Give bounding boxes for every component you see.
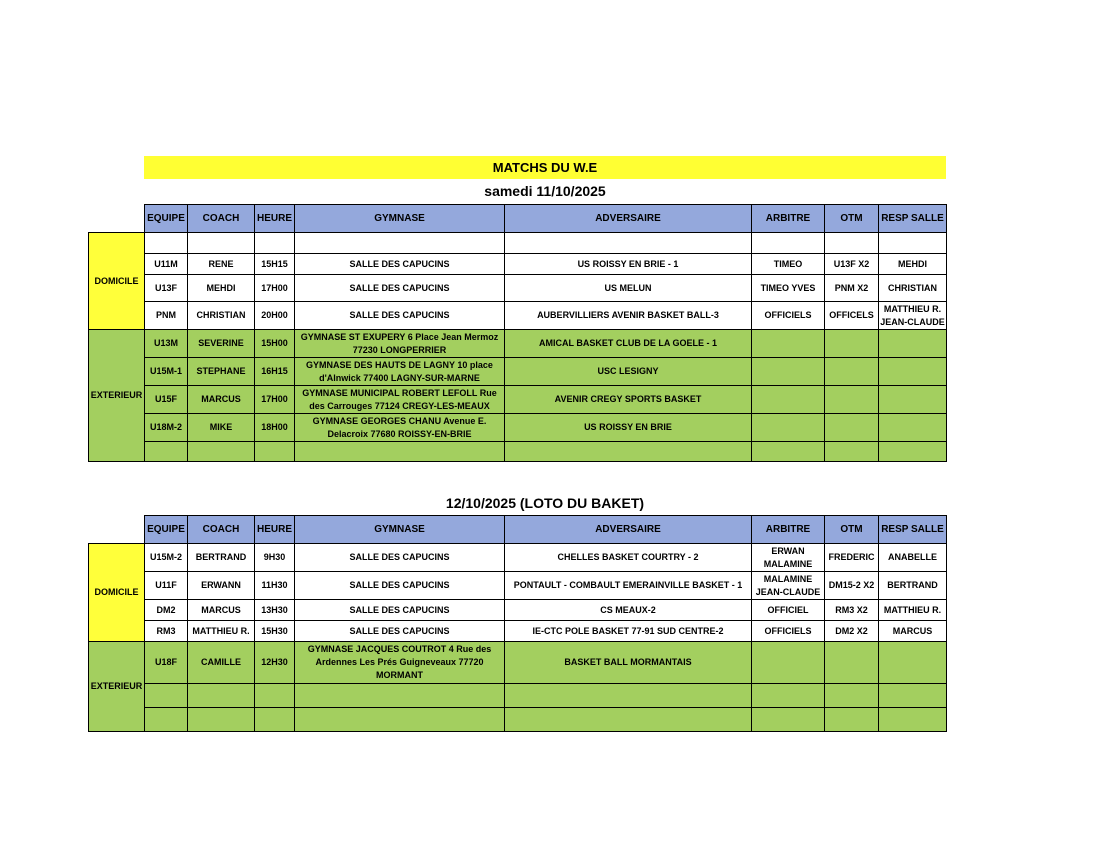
group-label-domicile: DOMICILE xyxy=(89,544,145,642)
cell-equipe: PNM xyxy=(145,302,188,330)
table-row xyxy=(89,642,947,684)
cell-otm xyxy=(825,684,879,708)
cell-otm xyxy=(825,386,879,414)
header-row xyxy=(89,205,947,233)
cell-resp-salle: MEHDI xyxy=(879,254,947,275)
header-blank xyxy=(89,516,145,544)
cell-gymnase: SALLE DES CAPUCINS xyxy=(295,621,505,642)
cell-resp-salle xyxy=(879,684,947,708)
cell-coach xyxy=(188,708,255,732)
cell-heure: 17H00 xyxy=(255,275,295,302)
cell-resp-salle xyxy=(879,358,947,386)
cell-otm: PNM X2 xyxy=(825,275,879,302)
cell-heure: 15H30 xyxy=(255,621,295,642)
cell-adversaire: PONTAULT - COMBAULT EMERAINVILLE BASKET - 1 xyxy=(505,572,752,600)
cell-heure: 15H00 xyxy=(255,330,295,358)
cell-equipe: U18M-2 xyxy=(145,414,188,442)
cell-equipe xyxy=(145,684,188,708)
cell-equipe: U11M xyxy=(145,254,188,275)
cell-adversaire: AMICAL BASKET CLUB DE LA GOELE - 1 xyxy=(505,330,752,358)
cell-adversaire: CS MEAUX-2 xyxy=(505,600,752,621)
cell-resp-salle xyxy=(879,233,947,254)
cell-arbitre: OFFICIEL xyxy=(752,600,825,621)
cell-gymnase: SALLE DES CAPUCINS xyxy=(295,302,505,330)
header-coach: COACH xyxy=(188,205,255,233)
header-otm: OTM xyxy=(825,205,879,233)
table-row xyxy=(89,572,947,600)
cell-equipe: RM3 xyxy=(145,621,188,642)
cell-equipe xyxy=(145,442,188,462)
cell-otm: FREDERIC xyxy=(825,544,879,572)
cell-coach: CHRISTIAN xyxy=(188,302,255,330)
cell-coach: ERWANN xyxy=(188,572,255,600)
cell-equipe: U18F xyxy=(145,642,188,684)
cell-otm: DM15-2 X2 xyxy=(825,572,879,600)
day-title-sunday: 12/10/2025 (LOTO DU BAKET) xyxy=(445,495,645,511)
cell-heure: 12H30 xyxy=(255,642,295,684)
cell-otm xyxy=(825,358,879,386)
cell-resp-salle: MATTHIEU R. JEAN-CLAUDE xyxy=(879,302,947,330)
cell-equipe: U15F xyxy=(145,386,188,414)
cell-heure: 11H30 xyxy=(255,572,295,600)
cell-arbitre xyxy=(752,442,825,462)
table-row xyxy=(89,275,947,302)
cell-heure xyxy=(255,684,295,708)
cell-arbitre xyxy=(752,233,825,254)
header-equipe: EQUIPE xyxy=(145,205,188,233)
cell-resp-salle xyxy=(879,642,947,684)
cell-otm: U13F X2 xyxy=(825,254,879,275)
cell-gymnase: SALLE DES CAPUCINS xyxy=(295,275,505,302)
cell-adversaire: USC LESIGNY xyxy=(505,358,752,386)
cell-resp-salle xyxy=(879,708,947,732)
header-equipe: EQUIPE xyxy=(145,516,188,544)
cell-heure: 9H30 xyxy=(255,544,295,572)
schedule-table-saturday xyxy=(88,204,947,462)
cell-heure xyxy=(255,708,295,732)
header-otm: OTM xyxy=(825,516,879,544)
group-label-domicile: DOMICILE xyxy=(89,233,145,330)
cell-arbitre: OFFICIELS xyxy=(752,302,825,330)
cell-equipe: DM2 xyxy=(145,600,188,621)
cell-gymnase xyxy=(295,684,505,708)
schedule-table-sunday xyxy=(88,515,947,732)
table-row xyxy=(89,621,947,642)
cell-otm: DM2 X2 xyxy=(825,621,879,642)
header-coach: COACH xyxy=(188,516,255,544)
cell-coach xyxy=(188,233,255,254)
cell-gymnase: SALLE DES CAPUCINS xyxy=(295,572,505,600)
cell-arbitre xyxy=(752,414,825,442)
table-row xyxy=(89,302,947,330)
cell-coach: RENE xyxy=(188,254,255,275)
table-row xyxy=(89,684,947,708)
table-row xyxy=(89,358,947,386)
cell-adversaire: AUBERVILLIERS AVENIR BASKET BALL-3 xyxy=(505,302,752,330)
day-title-saturday: samedi 11/10/2025 xyxy=(484,183,606,199)
cell-arbitre xyxy=(752,358,825,386)
table-row xyxy=(89,600,947,621)
cell-equipe: U11F xyxy=(145,572,188,600)
cell-resp-salle xyxy=(879,414,947,442)
cell-adversaire: AVENIR CREGY SPORTS BASKET xyxy=(505,386,752,414)
cell-heure: 13H30 xyxy=(255,600,295,621)
header-resp-salle: RESP SALLE xyxy=(879,205,947,233)
cell-equipe xyxy=(145,708,188,732)
cell-gymnase xyxy=(295,233,505,254)
cell-arbitre xyxy=(752,386,825,414)
header-arbitre: ARBITRE xyxy=(752,516,825,544)
cell-equipe: U13M xyxy=(145,330,188,358)
cell-equipe: U15M-2 xyxy=(145,544,188,572)
cell-coach: STEPHANE xyxy=(188,358,255,386)
cell-arbitre xyxy=(752,330,825,358)
cell-otm: OFFICELS xyxy=(825,302,879,330)
cell-gymnase xyxy=(295,708,505,732)
table-row xyxy=(89,386,947,414)
cell-gymnase: GYMNASE JACQUES COUTROT 4 Rue des Ardennes Les Prés Guigneveaux 77720 MORMANT xyxy=(295,642,505,684)
cell-coach: SEVERINE xyxy=(188,330,255,358)
header-resp-salle: RESP SALLE xyxy=(879,516,947,544)
cell-coach: MIKE xyxy=(188,414,255,442)
header-gymnase: GYMNASE xyxy=(295,516,505,544)
cell-coach xyxy=(188,684,255,708)
cell-arbitre xyxy=(752,642,825,684)
cell-coach: MATTHIEU R. xyxy=(188,621,255,642)
group-label-exterieur: EXTERIEUR xyxy=(89,330,145,462)
cell-coach xyxy=(188,442,255,462)
cell-coach: MARCUS xyxy=(188,386,255,414)
cell-gymnase: GYMNASE GEORGES CHANU Avenue E. Delacroix 77680 ROISSY-EN-BRIE xyxy=(295,414,505,442)
cell-otm xyxy=(825,442,879,462)
header-adversaire: ADVERSAIRE xyxy=(505,516,752,544)
group-label-exterieur: EXTERIEUR xyxy=(89,642,145,732)
header-gymnase: GYMNASE xyxy=(295,205,505,233)
header-heure: HEURE xyxy=(255,516,295,544)
table-row xyxy=(89,708,947,732)
table-row xyxy=(89,233,947,254)
cell-resp-salle: CHRISTIAN xyxy=(879,275,947,302)
cell-resp-salle xyxy=(879,386,947,414)
cell-coach: BERTRAND xyxy=(188,544,255,572)
cell-resp-salle: ANABELLE xyxy=(879,544,947,572)
table-row xyxy=(89,442,947,462)
cell-otm xyxy=(825,708,879,732)
cell-arbitre: TIMEO YVES xyxy=(752,275,825,302)
cell-gymnase: GYMNASE DES HAUTS DE LAGNY 10 place d'Alnwick 77400 LAGNY-SUR-MARNE xyxy=(295,358,505,386)
cell-otm xyxy=(825,414,879,442)
cell-gymnase: GYMNASE MUNICIPAL ROBERT LEFOLL Rue des Carrouges 77124 CREGY-LES-MEAUX xyxy=(295,386,505,414)
cell-gymnase xyxy=(295,442,505,462)
cell-adversaire xyxy=(505,684,752,708)
cell-gymnase: SALLE DES CAPUCINS xyxy=(295,254,505,275)
cell-coach: MEHDI xyxy=(188,275,255,302)
header-adversaire: ADVERSAIRE xyxy=(505,205,752,233)
page-title: MATCHS DU W.E xyxy=(144,156,946,179)
cell-gymnase: SALLE DES CAPUCINS xyxy=(295,544,505,572)
table-row xyxy=(89,414,947,442)
cell-adversaire: US ROISSY EN BRIE - 1 xyxy=(505,254,752,275)
cell-equipe: U15M-1 xyxy=(145,358,188,386)
cell-heure: 20H00 xyxy=(255,302,295,330)
header-arbitre: ARBITRE xyxy=(752,205,825,233)
cell-heure: 18H00 xyxy=(255,414,295,442)
cell-equipe xyxy=(145,233,188,254)
cell-resp-salle xyxy=(879,442,947,462)
header-blank xyxy=(89,205,145,233)
cell-coach: CAMILLE xyxy=(188,642,255,684)
cell-otm xyxy=(825,233,879,254)
cell-adversaire: US ROISSY EN BRIE xyxy=(505,414,752,442)
cell-otm: RM3 X2 xyxy=(825,600,879,621)
cell-heure xyxy=(255,233,295,254)
cell-gymnase: SALLE DES CAPUCINS xyxy=(295,600,505,621)
cell-heure xyxy=(255,442,295,462)
cell-adversaire xyxy=(505,708,752,732)
cell-coach: MARCUS xyxy=(188,600,255,621)
cell-adversaire: US MELUN xyxy=(505,275,752,302)
cell-arbitre: OFFICIELS xyxy=(752,621,825,642)
cell-adversaire: IE-CTC POLE BASKET 77-91 SUD CENTRE-2 xyxy=(505,621,752,642)
cell-resp-salle xyxy=(879,330,947,358)
cell-equipe: U13F xyxy=(145,275,188,302)
header-heure: HEURE xyxy=(255,205,295,233)
cell-adversaire xyxy=(505,233,752,254)
cell-heure: 15H15 xyxy=(255,254,295,275)
table-row xyxy=(89,330,947,358)
table-row xyxy=(89,544,947,572)
table-row xyxy=(89,254,947,275)
cell-adversaire: BASKET BALL MORMANTAIS xyxy=(505,642,752,684)
cell-adversaire: CHELLES BASKET COURTRY - 2 xyxy=(505,544,752,572)
cell-gymnase: GYMNASE ST EXUPERY 6 Place Jean Mermoz 77230 LONGPERRIER xyxy=(295,330,505,358)
header-row xyxy=(89,516,947,544)
cell-adversaire xyxy=(505,442,752,462)
cell-otm xyxy=(825,330,879,358)
cell-resp-salle: MARCUS xyxy=(879,621,947,642)
cell-arbitre xyxy=(752,708,825,732)
cell-heure: 16H15 xyxy=(255,358,295,386)
cell-heure: 17H00 xyxy=(255,386,295,414)
cell-arbitre xyxy=(752,684,825,708)
cell-arbitre: ERWAN MALAMINE xyxy=(752,544,825,572)
cell-resp-salle: MATTHIEU R. xyxy=(879,600,947,621)
cell-arbitre: TIMEO xyxy=(752,254,825,275)
cell-otm xyxy=(825,642,879,684)
cell-resp-salle: BERTRAND xyxy=(879,572,947,600)
cell-arbitre: MALAMINE JEAN-CLAUDE xyxy=(752,572,825,600)
